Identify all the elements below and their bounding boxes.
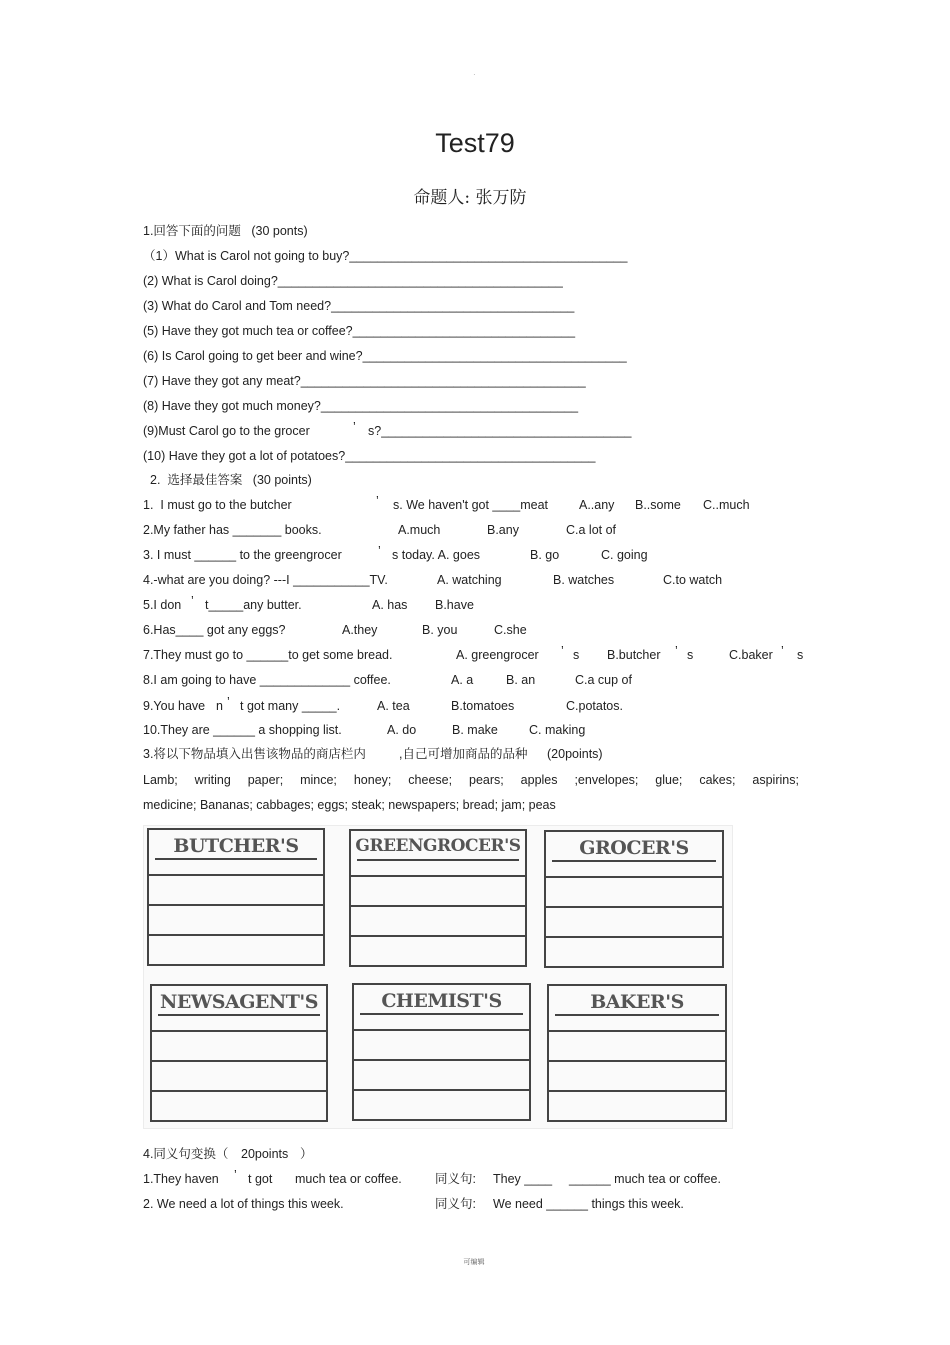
mc8-option-a: A. a — [451, 673, 474, 687]
mc7-option-a: A. greengrocer — [456, 648, 539, 662]
mc6-stem: 6.Has____ got any eggs? — [143, 623, 286, 637]
question-10: (10) Have they got a lot of potatoes?____________________________________ — [143, 449, 596, 463]
question-5: (5) Have they got much tea or coffee?________________________________ — [143, 324, 576, 338]
shop-baker — [547, 984, 727, 1122]
mc5-stem-b: t_____any butter. — [205, 598, 302, 612]
mc3-stem: 3. I must ______ to the greengrocer — [143, 548, 342, 562]
footer-editable: 可编辑 — [463, 1259, 485, 1266]
word: apples — [520, 773, 558, 787]
mc6-option-c: C.she — [494, 623, 527, 637]
mc7-apostrophe-b: ’ — [675, 644, 678, 658]
mc4-option-a: A. watching — [437, 573, 502, 587]
mc4-option-b: B. watches — [553, 573, 615, 587]
word: writing — [194, 773, 231, 787]
mc10-option-c: C. making — [529, 723, 586, 737]
q9-apostrophe: ’ — [353, 420, 356, 434]
shop-name: GREENGROCER'S — [355, 836, 521, 856]
mc7-option-a-s: s — [573, 648, 580, 662]
s1-apostrophe: ’ — [234, 1168, 237, 1182]
mc6-option-b: B. you — [422, 623, 458, 637]
s2-synonym-label: 同义句: — [435, 1197, 476, 1211]
section3-heading-b: ,自己可增加商品的品种 — [399, 747, 528, 761]
s1-part-e: They ____ — [493, 1172, 553, 1186]
word: pears; — [469, 773, 504, 787]
blank-row — [147, 876, 325, 906]
mc3-option-b: B. go — [530, 548, 560, 562]
section4-heading-b: 20points — [241, 1147, 289, 1161]
section3-heading-a: 3.将以下物品填入出售该物品的商店栏内 — [143, 747, 366, 761]
mc1-option-a: A..any — [579, 498, 615, 512]
mc10-option-b: B. make — [452, 723, 498, 737]
word-list-line-1 — [143, 772, 799, 788]
blank-row — [352, 1091, 531, 1121]
mc2-option-b: B.any — [487, 523, 519, 537]
mc2-option-c: C.a lot of — [566, 523, 617, 537]
mc9-stem: 9.You have — [143, 699, 206, 713]
mc5-option-b: B.have — [435, 598, 474, 612]
s1-part-d: much tea or coffee. — [295, 1172, 402, 1186]
section4-heading-c: ） — [300, 1147, 313, 1161]
shop-name: BUTCHER'S — [173, 835, 299, 857]
mc7-option-c-s: s — [797, 648, 804, 662]
s1-part-a: 1.They haven — [143, 1172, 219, 1186]
blank-row — [547, 1092, 727, 1122]
shop-chemist — [352, 983, 531, 1121]
mc5-apostrophe: ’ — [191, 594, 194, 608]
shop-name: GROCER'S — [579, 837, 689, 859]
mc10-option-a: A. do — [387, 723, 417, 737]
shop-heading — [352, 983, 531, 1031]
blank-row — [147, 936, 325, 966]
mc8-stem: 8.I am going to have _____________ coffee. — [143, 673, 391, 687]
mc5-option-a: A. has — [372, 598, 408, 612]
blank-row — [352, 1031, 531, 1061]
mc1-stem: 1. I must go to the butcher — [143, 498, 292, 512]
word: mince; — [300, 773, 337, 787]
question-8: (8) Have they got much money?_____________________________________ — [143, 399, 579, 413]
page-title: Test79 — [435, 128, 515, 158]
shop-grocer — [544, 830, 724, 968]
mc4-stem: 4.-what are you doing? ---I ___________TV. — [143, 573, 388, 587]
shop-greengrocer — [349, 829, 527, 967]
rewrite-sentence-2 — [143, 1196, 803, 1260]
mc9-option-a: A. tea — [377, 699, 410, 713]
header-mark: · — [473, 70, 476, 79]
mc7-option-c: C.baker — [729, 648, 773, 662]
author-line: 命题人: 张万防 — [413, 188, 527, 208]
shop-name: CHEMIST'S — [381, 990, 502, 1012]
blank-row — [150, 1032, 328, 1062]
mc1-apostrophe: ’ — [376, 494, 379, 508]
mc7-apostrophe-a: ’ — [561, 644, 564, 658]
mc9-option-b: B.tomatoes — [451, 699, 515, 713]
mc9-option-c: C.potatos. — [566, 699, 623, 713]
blank-row — [349, 937, 527, 967]
shop-heading — [547, 984, 727, 1032]
mc7-option-b-s: s — [687, 648, 694, 662]
mc2-stem: 2.My father has _______ books. — [143, 523, 322, 537]
word: cheese; — [408, 773, 453, 787]
word-list-line-2: medicine; Bananas; cabbages; eggs; steak; newspapers; bread; jam; peas — [143, 798, 556, 812]
mc3-option-a: s today. A. goes — [392, 548, 481, 562]
blank-row — [544, 908, 724, 938]
mc9-apostrophe: ’ — [227, 695, 230, 709]
section1-heading: 1.回答下面的问题 (30 ponts) — [143, 224, 308, 238]
blank-row — [544, 938, 724, 968]
shop-name: BAKER'S — [590, 991, 684, 1013]
mc7-stem: 7.They must go to ______to get some bread. — [143, 648, 393, 662]
blank-row — [150, 1092, 328, 1122]
q9-part-a: (9)Must Carol go to the grocer — [143, 424, 310, 438]
s2-part-b: We need ______ things this week. — [493, 1197, 684, 1211]
shop-name: NEWSAGENT'S — [160, 991, 318, 1013]
question-3: (3) What do Carol and Tom need?___________________________________ — [143, 299, 575, 313]
q9-part-c: s?____________________________________ — [368, 424, 632, 438]
mc3-option-c: C. going — [601, 548, 648, 562]
s1-synonym-label: 同义句: — [435, 1172, 476, 1186]
blank-row — [147, 906, 325, 936]
mc9-stem-b: t got many _____. — [240, 699, 341, 713]
mc10-stem: 10.They are ______ a shopping list. — [143, 723, 342, 737]
shop-heading — [349, 829, 527, 877]
blank-row — [349, 907, 527, 937]
mc8-option-b: B. an — [506, 673, 536, 687]
blank-row — [544, 878, 724, 908]
word: Lamb; — [143, 773, 178, 787]
mc5-stem: 5.I don — [143, 598, 182, 612]
mc1-stem-b: s. We haven't got ____meat — [393, 498, 549, 512]
blank-row — [352, 1061, 531, 1091]
word: aspirins; — [752, 773, 799, 787]
question-7: (7) Have they got any meat?_________________________________________ — [143, 374, 586, 388]
word: ;envelopes; — [574, 773, 639, 787]
blank-row — [547, 1062, 727, 1092]
shop-heading — [150, 984, 328, 1032]
word: glue; — [655, 773, 683, 787]
mc7-option-b: B.butcher — [607, 648, 661, 662]
s2-part-a: 2. We need a lot of things this week. — [143, 1197, 344, 1211]
mc6-option-a: A.they — [342, 623, 378, 637]
blank-row — [547, 1032, 727, 1062]
mc1-option-c: C..much — [703, 498, 750, 512]
s1-part-f: ______ much tea or coffee. — [569, 1172, 721, 1186]
word: paper; — [247, 773, 284, 787]
shop-butcher — [147, 828, 325, 966]
blank-row — [150, 1062, 328, 1092]
mc7-apostrophe-c: ’ — [781, 644, 784, 658]
mc9-stem-n: n — [216, 699, 223, 713]
shop-heading — [544, 830, 724, 878]
mc4-option-c: C.to watch — [663, 573, 723, 587]
shop-newsagent — [150, 984, 328, 1122]
blank-row — [349, 877, 527, 907]
s1-part-c: t got — [248, 1172, 273, 1186]
word: cakes; — [699, 773, 736, 787]
section4-heading-a: 4.同义句变换（ — [143, 1147, 229, 1161]
question-6: (6) Is Carol going to get beer and wine?______________________________________ — [143, 349, 627, 363]
shop-table-image — [143, 825, 733, 1129]
section2-heading: 2. 选择最佳答案 (30 points) — [150, 473, 312, 487]
question-1: （1）What is Carol not going to buy?________________________________________ — [143, 249, 628, 263]
shop-heading — [147, 828, 325, 876]
mc8-option-c: C.a cup of — [575, 673, 632, 687]
mc2-option-a: A.much — [398, 523, 441, 537]
word: honey; — [353, 773, 392, 787]
question-2: (2) What is Carol doing?_________________________________________ — [143, 274, 563, 288]
mc3-apostrophe: ’ — [378, 544, 381, 558]
section3-heading-c: (20points) — [547, 747, 603, 761]
mc1-option-b: B..some — [635, 498, 681, 512]
